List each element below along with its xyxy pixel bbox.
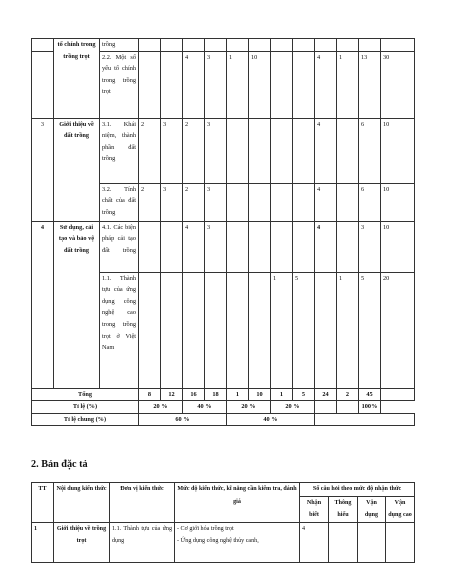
- table-row: [32, 118, 415, 183]
- ratio-total-cell: 60 %: [139, 413, 227, 426]
- ratio-total-cell: [315, 413, 415, 426]
- unit-cell: 4.1. Các biện pháp cải tạo đất trồng: [100, 221, 139, 272]
- num-cell: 4: [183, 51, 205, 118]
- unit-cell: 2.2. Một số yếu tố chính trong trồng trọt: [100, 51, 139, 118]
- num-cell: 2: [139, 183, 161, 221]
- num-cell: 5: [293, 272, 315, 388]
- num-cell: 20: [381, 272, 415, 388]
- num-cell: [249, 118, 271, 183]
- num-cell: [249, 221, 271, 272]
- num-cell: [271, 51, 293, 118]
- num-cell: [337, 183, 359, 221]
- num-cell: 10: [381, 118, 415, 183]
- level-cell: [175, 522, 300, 562]
- level-line: - Cơ giới hóa trồng trọt: [177, 525, 234, 532]
- num-cell: [293, 221, 315, 272]
- num-cell: 1: [271, 272, 293, 388]
- num-cell: 4: [315, 183, 337, 221]
- total-cell: 5: [293, 388, 315, 401]
- stt-cell: 3: [32, 118, 54, 221]
- num-cell: 10: [381, 221, 415, 272]
- num-cell: [271, 183, 293, 221]
- num-cell: [227, 39, 249, 52]
- num-cell: [161, 221, 183, 272]
- total-cell: 24: [315, 388, 337, 401]
- total-cell: 18: [205, 388, 227, 401]
- th-header: Thông hiểu: [329, 496, 358, 522]
- stt-cell: 4: [32, 221, 54, 388]
- num-cell: 3: [205, 51, 227, 118]
- table-row: [32, 39, 415, 52]
- num-cell: 13: [359, 51, 381, 118]
- table-row: [32, 522, 415, 562]
- vdc-cell: [386, 522, 415, 562]
- num-cell: 5: [359, 272, 381, 388]
- ratio-total-label: Tỉ lệ chung (%): [32, 413, 139, 426]
- num-cell: 1: [337, 51, 359, 118]
- num-cell: [227, 118, 249, 183]
- num-cell: 3: [359, 221, 381, 272]
- unit-cell: 3.1. Khái niệm, thành phần đất trồng: [100, 118, 139, 183]
- num-cell: [139, 39, 161, 52]
- num-cell: 1: [227, 51, 249, 118]
- num-cell: 1: [337, 272, 359, 388]
- ratio-row: [32, 401, 415, 414]
- num-cell: 4: [315, 51, 337, 118]
- num-cell: [249, 39, 271, 52]
- num-cell: [359, 39, 381, 52]
- num-cell: 10: [249, 51, 271, 118]
- ratio-cell: 20 %: [227, 401, 271, 414]
- header-row: [32, 483, 415, 497]
- total-cell: [381, 388, 415, 401]
- count-header: Số câu hỏi theo mức độ nhận thức: [300, 483, 415, 497]
- num-cell: 3: [205, 118, 227, 183]
- total-cell: 16: [183, 388, 205, 401]
- num-cell: [139, 51, 161, 118]
- ratio-total-cell: 40 %: [227, 413, 315, 426]
- num-cell: [183, 272, 205, 388]
- num-cell: [161, 39, 183, 52]
- total-cell: 1: [227, 388, 249, 401]
- total-cell: 1: [271, 388, 293, 401]
- content-cell: Giới thiệu về đất trồng: [54, 118, 100, 221]
- stt-cell: [32, 39, 54, 52]
- content-cell: Sử dụng, cải tạo và bảo vệ đất trồng: [54, 221, 100, 388]
- unit-cell: 1.1. Thành tựu của ứng dụng: [110, 522, 175, 562]
- ratio-label: Tỉ lệ (%): [32, 401, 139, 414]
- num-cell: [315, 272, 337, 388]
- total-cell: 10: [249, 388, 271, 401]
- num-cell: [337, 221, 359, 272]
- total-cell: 8: [139, 388, 161, 401]
- spec-heading: 2. Bản đặc tả: [31, 459, 88, 470]
- num-cell: 6: [359, 118, 381, 183]
- num-cell: [315, 39, 337, 52]
- unit-cell: 3.2. Tính chất của đất trồng: [100, 183, 139, 221]
- num-cell: [293, 118, 315, 183]
- ratio-cell: [337, 401, 359, 414]
- num-cell: 2: [183, 183, 205, 221]
- num-cell: 6: [359, 183, 381, 221]
- num-cell: [293, 51, 315, 118]
- vd-cell: [358, 522, 386, 562]
- num-cell: [249, 272, 271, 388]
- num-cell: 4: [315, 118, 337, 183]
- total-cell: 12: [161, 388, 183, 401]
- num-cell: [271, 118, 293, 183]
- num-cell: 10: [381, 183, 415, 221]
- num-cell: [293, 39, 315, 52]
- num-cell: [227, 272, 249, 388]
- num-cell: [161, 51, 183, 118]
- ratio-total-row: [32, 413, 415, 426]
- ratio-cell: [315, 401, 337, 414]
- num-cell: [337, 118, 359, 183]
- num-cell: [293, 183, 315, 221]
- unit-cell: trồng: [100, 39, 139, 52]
- knowledge-matrix-table: [31, 38, 415, 426]
- total-label: Tổng: [32, 388, 139, 401]
- nb-cell: 4: [300, 522, 329, 562]
- content-header: Nội dung kiến thức: [54, 483, 110, 523]
- num-cell: 4: [315, 221, 337, 272]
- num-cell: 4: [183, 221, 205, 272]
- num-cell: [183, 39, 205, 52]
- tt-header: TT: [32, 483, 54, 523]
- content-cell: Giới thiệu về trồng trọt: [54, 522, 110, 562]
- level-line: - Ứng dụng công nghệ thủy canh,: [177, 538, 259, 544]
- num-cell: [271, 221, 293, 272]
- ratio-cell: 20 %: [271, 401, 315, 414]
- unit-cell: 1.1. Thành tựu của ứng dụng công nghệ cao trong trồng trọt ở Việt Nam: [100, 272, 139, 388]
- num-cell: [205, 272, 227, 388]
- spec-table: [31, 482, 415, 563]
- num-cell: [249, 183, 271, 221]
- num-cell: 3: [161, 118, 183, 183]
- nb-header: Nhận biết: [300, 496, 329, 522]
- tt-cell: 1: [32, 522, 54, 562]
- content-cell: tố chính trong trồng trọt: [54, 39, 100, 119]
- total-cell: 2: [337, 388, 359, 401]
- num-cell: 3: [205, 183, 227, 221]
- num-cell: [271, 39, 293, 52]
- num-cell: 2: [183, 118, 205, 183]
- num-cell: [381, 39, 415, 52]
- total-row: [32, 388, 415, 401]
- num-cell: [337, 39, 359, 52]
- ratio-cell: 40 %: [183, 401, 227, 414]
- num-cell: [205, 39, 227, 52]
- num-cell: [161, 272, 183, 388]
- num-cell: 30: [381, 51, 415, 118]
- ratio-cell: 100%: [359, 401, 381, 414]
- num-cell: [227, 221, 249, 272]
- ratio-cell: 20 %: [139, 401, 183, 414]
- num-cell: [139, 221, 161, 272]
- vdc-header: Vận dụng cao: [386, 496, 415, 522]
- num-cell: [227, 183, 249, 221]
- num-cell: [139, 272, 161, 388]
- table-row: [32, 221, 415, 272]
- stt-cell: [32, 51, 54, 118]
- level-header: Mức độ kiến thức, kĩ năng cần kiểm tra, đánh giá: [175, 483, 300, 523]
- vd-header: Vận dụng: [358, 496, 386, 522]
- unit-header: Đơn vị kiến thức: [110, 483, 175, 523]
- num-cell: 3: [205, 221, 227, 272]
- th-cell: [329, 522, 358, 562]
- num-cell: 2: [139, 118, 161, 183]
- total-cell: 45: [359, 388, 381, 401]
- num-cell: 3: [161, 183, 183, 221]
